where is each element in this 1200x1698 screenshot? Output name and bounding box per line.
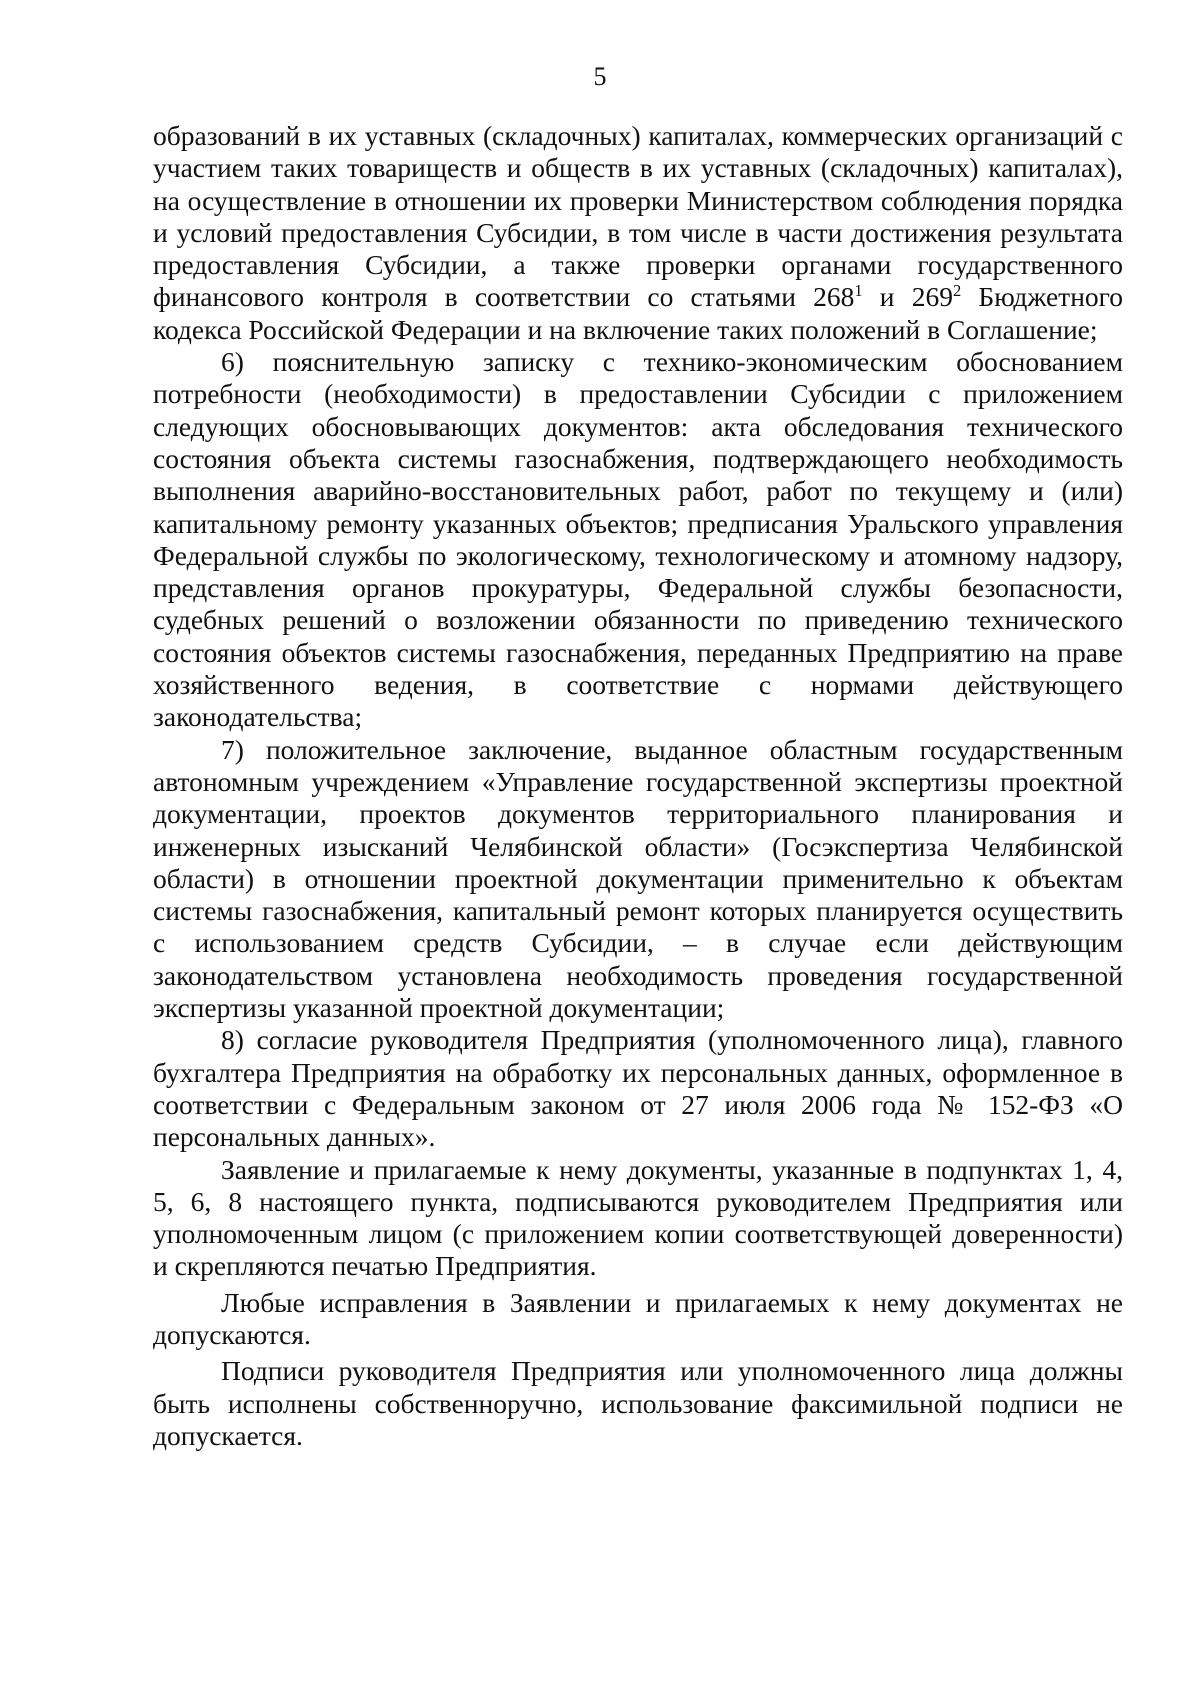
superscript: 2 [952, 281, 962, 301]
paragraph-text: и 269 [862, 281, 953, 313]
paragraph-item-7: 7) положительное заключение, выданное областным государственным автономным учреждением «Управление государственной экспертизы проектной документации, проектов документов территориального планирования и инженерных изысканий Челябинской области» (Госэкспертиза Челябинской области) в отношении проектной документации применительно к объектам системы газоснабжения, капитальный ремонт которых планируется осуществить с использованием средств Субсидии, – в случае если действующим законодательством установлена необходимость проведения государственной экспертизы указанной проектной документации; [153, 733, 1123, 1024]
paragraph-continuation [153, 120, 1123, 346]
paragraph-text: Бюджетного кодекса Российской Федерации и на включение таких положений в Соглашение; [153, 281, 1124, 345]
paragraph-signatures: Подписи руководителя Предприятия или уполномоченного лица должны быть исполнены собственноручно, использование факсимильной подписи не допускается. [153, 1355, 1123, 1451]
page-number: 5 [593, 62, 607, 91]
superscript: 1 [854, 281, 863, 301]
paragraph-corrections: Любые исправления в Заявлении и прилагаемых к нему документах не допускаются. [153, 1286, 1123, 1350]
paragraph-item-8: 8) согласие руководителя Предприятия (уполномоченного лица), главного бухгалтера Предприятия на обработку их персональных данных, оформленное в соответствии с Федеральным законом от 27 июля 2006 года № 152-ФЗ «О персональных данных». [153, 1024, 1123, 1153]
paragraph-signing: Заявление и прилагаемые к нему документы, указанные в подпунктах 1, 4, 5, 6, 8 настоящего пункта, подписываются руководителем Предприятия или уполномоченным лицом (с приложением копии соответствующей доверенности) и скрепляются печатью Предприятия. [153, 1153, 1123, 1282]
paragraph-item-6: 6) пояснительную записку с технико-экономическим обоснованием потребности (необходимости) в предоставлении Субсидии с приложением следующих обосновывающих документов: акта обследования технического состояния объекта системы газоснабжения, подтверждающего необходимость выполнения аварийно-восстановительных работ, работ по текущему и (или) капитальному ремонту указанных объектов; предписания Уральского управления Федеральной службы по экологическому, технологическому и атомному надзору, представления органов прокуратуры, Федеральной службы безопасности, судебных решений о возложении обязанности по приведению технического состояния объектов системы газоснабжения, переданных Предприятию на праве хозяйственного ведения, в соответствие с нормами действующего законодательства; [153, 346, 1123, 733]
paragraph-text: образований в их уставных (складочных) капиталах, коммерческих организаций с участием таких товариществ и обществ в их уставных (складочных) капиталах), на осуществление в отношении их проверки Министерством соблюдения порядка и условий предоставления Субсидии, в том числе в части достижения результата предоставления Субсидии, а также проверки органами государственного финансового контроля в соответствии со статьями 268 [153, 120, 1123, 313]
document-body [153, 120, 1123, 1452]
